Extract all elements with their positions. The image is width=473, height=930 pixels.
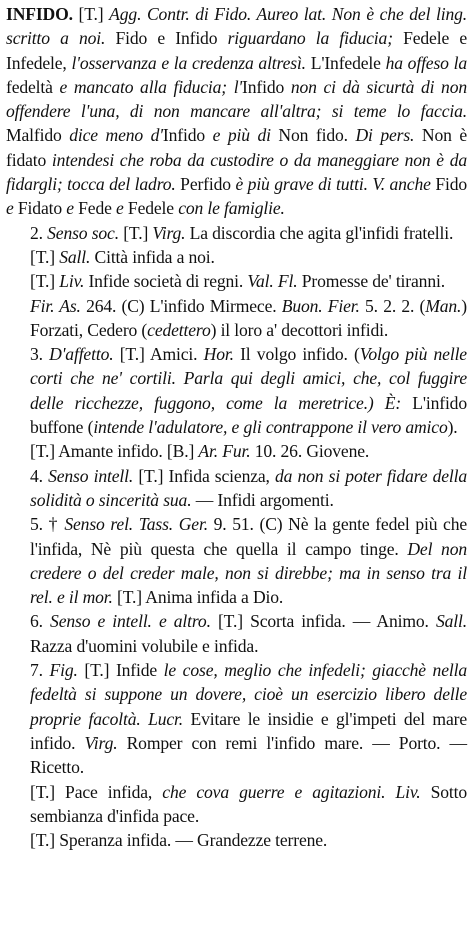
text-run: 264. (C) L'infido Mirmece. — [80, 295, 282, 316]
text-run: [T.] Scorta infida. — Animo. — [210, 611, 436, 632]
text-run: Buon. Fier. — [281, 295, 360, 316]
sense-2-example-sall — [6, 245, 467, 269]
text-run: Agg. Contr. di Fido. Aureo lat. Non è che del ling. scritto a noi. — [6, 4, 467, 49]
text-run: Fidato — [13, 198, 67, 219]
text-run: con le famiglie. — [178, 198, 285, 219]
text-run: dice meno d' — [69, 125, 163, 146]
text-run: La discordia che agita gl'infidi fratelli. — [185, 222, 454, 243]
text-run: [T.] — [30, 271, 60, 292]
text-run: intendesi che roba da custodire o da maneggiare non è da fidargli; tocca del ladro. — [6, 149, 467, 195]
sense-5 — [6, 512, 467, 609]
text-run: Evitare le insidie e gl'impeti del mare infido. — [30, 708, 467, 753]
text-run: e — [66, 198, 74, 219]
text-run: Infido — [162, 125, 213, 146]
sense-2-example-fir — [6, 294, 467, 343]
text-run: Virg. — [84, 732, 118, 753]
text-run: 6. — [30, 611, 51, 632]
text-run: ) il loro a' decottori infidi. — [210, 319, 389, 340]
text-run: Città infida a noi. — [90, 246, 215, 267]
text-run: Senso rel. Tass. Ger. — [64, 514, 208, 535]
sense-7-example-speranza — [6, 828, 467, 852]
text-run: che cova guerre e agitazioni. Liv. — [162, 781, 421, 802]
text-run: 9. 51. (C) Nè la gente fedel più che l'infida, Nè più questa che quella il campo tinge. — [30, 514, 468, 559]
sense-7-example-pace — [6, 780, 467, 829]
text-run: e più di — [212, 125, 271, 146]
text-run: Non fido. — [270, 125, 356, 146]
text-run: è più grave di tutti. V. anche — [235, 174, 431, 195]
text-run: 2. — [30, 222, 48, 243]
text-run: riguardano la fiducia; — [227, 28, 393, 49]
text-run: 4. — [30, 465, 49, 486]
headword: INFIDO. — [6, 4, 73, 24]
text-run: non ci dà sicurtà di non offendere l'una, di non mancare all'altra; si teme lo faccia. — [6, 76, 467, 122]
sense-2-example-liv — [6, 269, 467, 293]
text-run: L'infido buffone ( — [30, 392, 467, 438]
text-run: [T.] Infide — [77, 660, 164, 681]
text-run: Promesse de' tiranni. — [297, 271, 445, 292]
text-run: Infide società di regni. — [84, 271, 248, 292]
text-run: 10. 26. Giovene. — [250, 441, 370, 462]
text-run: ha offeso la — [385, 52, 467, 73]
text-run: [T.] Infida scienza, — [133, 465, 275, 486]
text-run: 5. 2. 2. ( — [359, 295, 426, 316]
text-run: [T.] Amici. — [113, 344, 204, 365]
text-run: ). — [447, 417, 458, 438]
text-run: cedettero — [147, 319, 211, 340]
text-run: Man. — [425, 295, 462, 316]
text-run: Fido — [430, 174, 467, 195]
sense-2 — [6, 221, 467, 245]
text-run: Non è fidato — [6, 125, 467, 170]
text-run: Fedele — [123, 198, 179, 219]
text-run: Ar. Fur. — [198, 441, 251, 462]
text-run: [T.] Pace infida, — [30, 781, 163, 802]
text-run: Infido — [242, 76, 291, 97]
text-run: Del non credere o del creder male, non si direbbe; ma in senso tra il rel. e il mor. — [30, 538, 467, 608]
text-run: Perfido — [175, 174, 236, 195]
sense-7 — [6, 658, 467, 779]
text-run: Virg. — [152, 222, 186, 243]
text-run: l'osservanza e la credenza altresì. — [71, 52, 306, 73]
text-run: [T.] Amante infido. [B.] — [30, 441, 199, 462]
text-run: — Infidi argomenti. — [191, 489, 334, 510]
text-run: Fido e Infido — [105, 28, 228, 49]
sense-3-example — [6, 439, 467, 463]
text-run: Fig. — [49, 660, 78, 681]
text-run: L'Infedele — [305, 52, 386, 73]
text-run: Senso soc. — [47, 222, 119, 243]
text-run: e — [116, 198, 124, 219]
text-run: Fedele e Infedele, — [6, 28, 467, 73]
text-run: [T.] — [30, 246, 60, 267]
text-run: Sall. — [435, 611, 467, 632]
text-run: 3. — [30, 344, 50, 365]
text-run: D'affetto. — [49, 344, 114, 365]
entry-definition-main — [6, 2, 467, 221]
text-run: e mancato alla fiducia; l' — [59, 76, 243, 97]
sense-3 — [6, 342, 467, 439]
text-run: Val. Fl. — [247, 271, 298, 292]
text-run: Sall. — [59, 246, 91, 267]
text-run: Hor. — [203, 344, 234, 365]
text-run: Di pers. — [355, 125, 415, 146]
text-run: ) Forzati, Cedero ( — [30, 295, 467, 340]
text-run: Romper con remi l'infido mare. — Porto. — Ricetto. — [30, 732, 467, 778]
text-run: Fir. As. — [30, 295, 81, 316]
text-run: 5. † — [30, 514, 65, 535]
text-run: 7. — [30, 660, 50, 681]
text-run: Senso intell. — [48, 465, 134, 486]
text-run: Liv. — [59, 271, 85, 292]
text-run: [T.] — [72, 4, 110, 24]
text-run: Malfido — [6, 125, 70, 146]
text-run: [T.] — [118, 222, 153, 243]
text-run: Volgo più nelle corti che ne' cortili. Parla qui degli amici, che, col fuggire delle ricchezze, fuggono, come la meretrice.) È: — [30, 344, 467, 413]
text-run: Razza d'uomini volubile e infida. — [30, 635, 259, 656]
text-run: e — [6, 198, 14, 219]
text-run: intende l'adulatore, e gli contrappone il vero amico — [93, 417, 448, 438]
text-run: fedeltà — [6, 76, 60, 97]
text-run: le cose, meglio che infedeli; giacchè nella fedeltà si suppone un dovere, cioè un esercizio libero delle proprie facoltà. Lucr. — [30, 660, 467, 729]
sense-4 — [6, 464, 467, 513]
text-run: [T.] Anima infida a Dio. — [112, 587, 284, 608]
text-run: Fede — [73, 198, 117, 219]
text-run: Senso e intell. e altro. — [50, 611, 211, 632]
text-run: da non si poter fidare della solidità o sincerità sua. — [30, 465, 467, 510]
text-run: [T.] Speranza infida. — Grandezze terrene. — [30, 830, 328, 851]
sense-6 — [6, 609, 467, 658]
text-run: Sotto sembianza d'infida pace. — [30, 781, 468, 826]
text-run: Il volgo infido. ( — [233, 344, 360, 365]
